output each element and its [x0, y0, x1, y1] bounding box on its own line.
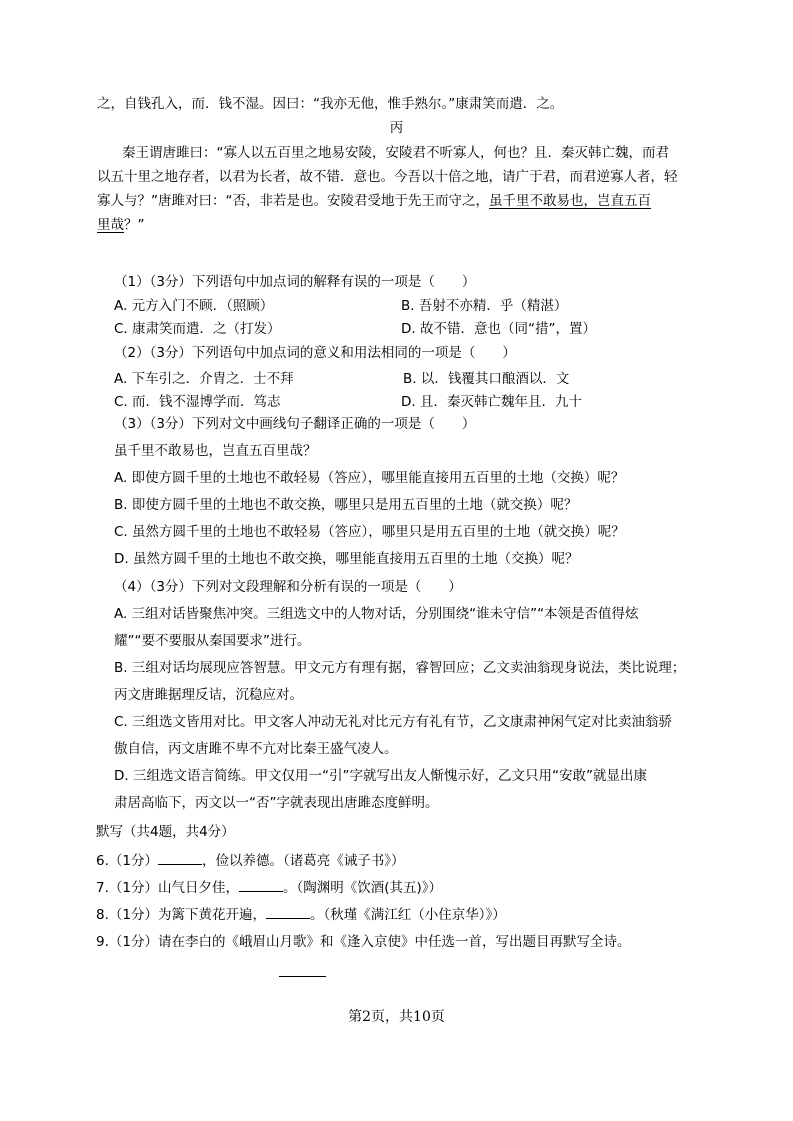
q2-option-b: B. 以．钱覆其口酿酒以．文: [403, 371, 570, 387]
q6-number: 6.（1分）: [96, 853, 158, 869]
q2-stem: （2）（3分）下列语句中加点词的意义和用法相同的一项是（ ）: [114, 345, 516, 361]
question-7: [96, 879, 442, 897]
q4-option-d-line-1: D. 三组选文语言简练。甲文仅用一“引”字就写出友人惭愧示好，乙文只用“安敢”就显出康: [114, 768, 647, 784]
q1-option-a: A. 元方入门不顾．（照顾）: [114, 298, 274, 314]
q4-option-a-line-2: 耀”“要不要服从秦国要求”进行。: [114, 633, 311, 649]
q8-answer-blank[interactable]: [266, 906, 310, 919]
q1-stem: （1）（3分）下列语句中加点词的解释有误的一项是（ ）: [114, 274, 476, 290]
q4-stem: （4）（3分）下列对文段理解和分析有误的一项是（ ）: [114, 579, 462, 595]
q3-option-c: C. 虽然方圆千里的土地也不敢轻易（答应），哪里只是用五百里的土地（就交换）呢？: [114, 524, 625, 540]
q7-text-a: 7.（1分）山气日夕佳，: [96, 880, 239, 896]
q1-option-c: C. 康肃笑而遣．之（打发）: [114, 321, 281, 337]
q2-option-a: A. 下车引之．介胄之．士不拜: [114, 371, 294, 387]
page-footer: 第2页，共10页: [348, 1009, 445, 1025]
question-9: 9.（1分）请在李白的《峨眉山月歌》和《逢入京使》中任选一首，写出题目再默写全诗。: [96, 934, 631, 950]
q4-option-a-line-1: A. 三组对话皆聚焦冲突。三组选文中的人物对话，分别围绕“谁未守信”“本领是否值得炫: [114, 606, 639, 622]
passage-c-line-4: [97, 192, 651, 210]
q4-option-b-line-2: 丙文唐雎据理反诘，沉稳应对。: [114, 687, 303, 703]
q1-option-b: B. 吾射不亦精．乎（精湛）: [401, 298, 568, 314]
underlined-sentence-part-2: 里哉: [97, 217, 124, 233]
q2-option-c: C. 而．钱不湿博学而．笃志: [114, 394, 281, 410]
q4-option-d-line-2: 肃居高临下，丙文以一“否”字就表现出唐雎态度鲜明。: [114, 795, 439, 811]
passage-c-heading: 丙: [389, 120, 404, 136]
question-8: [96, 906, 506, 924]
q3-option-a: A. 即使方圆千里的土地也不敢轻易（答应），哪里能直接用五百里的土地（交换）呢？: [114, 470, 625, 486]
q4-option-c-line-1: C. 三组选文皆用对比。甲文客人冲动无礼对比元方有礼有节，乙文康肃神闲气定对比卖油翁骄: [114, 714, 673, 730]
passage-c-line-5: [97, 216, 145, 234]
q7-answer-blank[interactable]: [239, 879, 283, 892]
q3-option-d: D. 虽然方圆千里的土地也不敢交换，哪里能直接用五百里的土地（交换）呢？: [114, 551, 579, 567]
passage-c-line-3: 以五十里之地存者，以君为长者，故不错．意也。今吾以十倍之地，请广于君，而君逆寡人者，轻: [97, 169, 678, 185]
q1-option-d: D. 故不错．意也（同“措”，置）: [401, 321, 596, 337]
q8-text-a: 8.（1分）为篱下黄花开遍，: [96, 907, 266, 923]
passage-c-line-1: 之，自钱孔入，而．钱不湿。因曰：“我亦无他，惟手熟尔。”康肃笑而遣．之。: [97, 96, 564, 112]
passage-c-line-4-text: 寡人与？”唐雎对曰：“否，非若是也。安陵君受地于先王而守之，: [97, 193, 489, 209]
q6-text: ，俭以养德。（诸葛亮《诫子书》）: [201, 853, 405, 869]
q6-answer-blank[interactable]: [158, 852, 202, 865]
q3-stem: （3）（3分）下列对文中画线句子翻译正确的一项是（ ）: [114, 416, 476, 432]
passage-c-line-5-text: ？”: [124, 217, 145, 233]
q3-option-b: B. 即使方圆千里的土地也不敢交换，哪里只是用五百里的土地（就交换）呢？: [114, 497, 578, 513]
q4-option-b-line-1: B. 三组对话均展现应答智慧。甲文元方有理有据，睿智回应；乙文卖油翁现身说法，类比说理；: [114, 660, 686, 676]
q9-answer-line[interactable]: [279, 976, 326, 977]
q7-text-b: 。（陶渊明《饮酒(其五)》）: [282, 880, 443, 896]
q2-option-d: D. 且．秦灭韩亡魏年且．九十: [401, 394, 582, 410]
q4-option-c-line-2: 傲自信，丙文唐雎不卑不亢对比秦王盛气凌人。: [114, 741, 398, 757]
q3-sentence: 虽千里不敢易也，岂直五百里哉？: [114, 443, 317, 459]
underlined-sentence-part-1: 虽千里不敢易也，岂直五百: [489, 193, 651, 209]
q8-text-b: 。（秋瑾《满江红（小住京华）》）: [309, 907, 506, 923]
passage-c-line-2: 秦王谓唐雎曰：“寡人以五百里之地易安陵，安陵君不听寡人，何也？且．秦灭韩亡魏，而君: [122, 145, 669, 161]
question-6: [96, 852, 404, 870]
section-title: 默写（共4题，共4分）: [96, 824, 235, 840]
